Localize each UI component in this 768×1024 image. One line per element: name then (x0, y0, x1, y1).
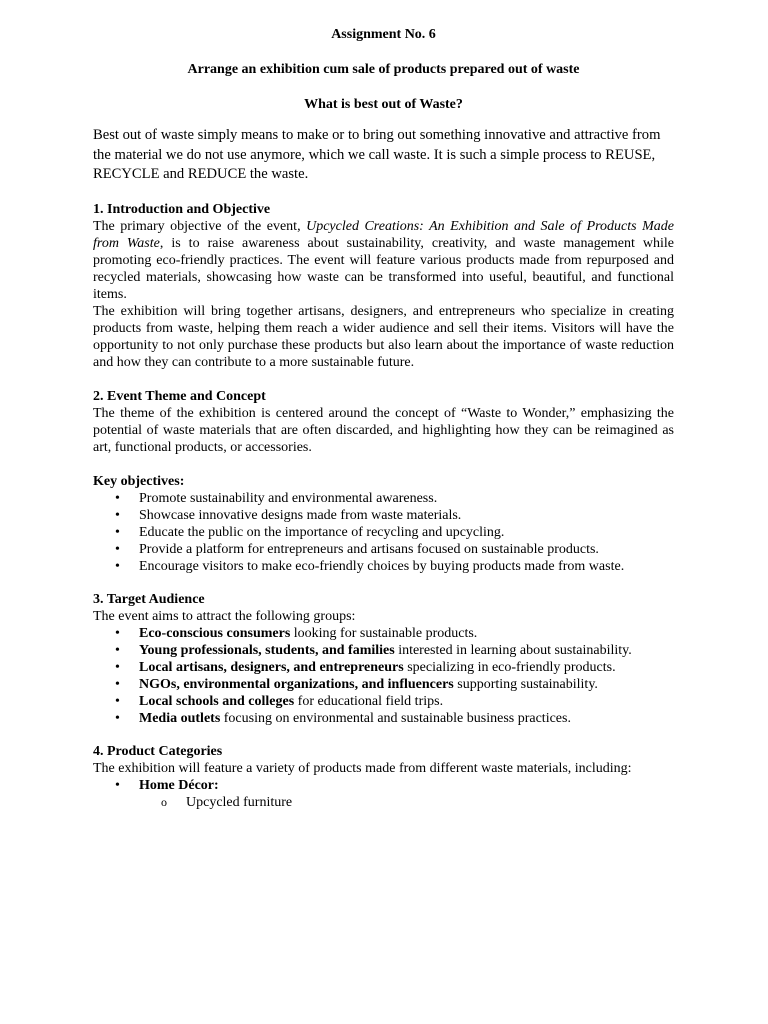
list-item: • Promote sustainability and environmental awareness. (115, 490, 438, 506)
list-item: • Young professionals, students, and families interested in learning about sustainability. (115, 642, 632, 658)
bullet-icon: • (115, 541, 120, 557)
list-item: • Media outlets focusing on environmental and sustainable business practices. (115, 710, 571, 726)
intro-paragraph: Best out of waste simply means to make or to bring out something innovative and attractive from the material we do not use anymore, which we call waste. It is such a simple process to REUSE, RECYCLE and REDUCE the waste. (93, 127, 661, 182)
assignment-subtitle: Arrange an exhibition cum sale of products prepared out of waste (187, 62, 580, 77)
section-4-heading: 4. Product Categories (93, 743, 223, 759)
objectives-list (93, 490, 674, 575)
bullet-icon: • (115, 777, 120, 793)
question-heading: What is best out of Waste? (304, 97, 463, 112)
bullet-icon: • (115, 676, 120, 692)
key-objectives-label: Key objectives: (93, 473, 185, 489)
bullet-icon: • (115, 507, 120, 523)
bullet-icon: • (115, 659, 120, 675)
section-2-heading: 2. Event Theme and Concept (93, 388, 266, 404)
circle-bullet-icon: o (161, 794, 167, 809)
list-item: • Eco-conscious consumers looking for sustainable products. (115, 625, 478, 641)
section-1-heading: 1. Introduction and Objective (93, 201, 271, 217)
list-item: • Local schools and colleges for educational field trips. (115, 693, 444, 709)
list-item: • Local artisans, designers, and entrepreneurs specializing in eco-friendly products. (115, 659, 616, 675)
bullet-icon: • (115, 558, 120, 574)
section-3-heading: 3. Target Audience (93, 591, 205, 607)
list-item: • NGOs, environmental organizations, and influencers supporting sustainability. (115, 676, 598, 692)
list-item: • Educate the public on the importance of recycling and upcycling. (115, 524, 505, 540)
list-item: • Showcase innovative designs made from waste materials. (115, 507, 462, 523)
bullet-icon: • (115, 524, 120, 540)
list-item: • Encourage visitors to make eco-friendly choices by buying products made from waste. (115, 558, 625, 574)
sub-item-list (93, 794, 674, 811)
section-1-paragraph-1: The primary objective of the event, Upcycled Creations: An Exhibition and Sale of Products Made from Waste, is to raise awareness about sustainability, creativity, and waste management while promoting eco-friendly practices. The event will feature various products made from repurposed and recycled materials, showcasing how waste can be transformed into useful, beautiful, and functional items. (93, 218, 674, 302)
section-3-paragraph: The event aims to attract the following groups: (93, 608, 356, 624)
bullet-icon: • (115, 693, 120, 709)
document-page (93, 22, 674, 811)
list-item: o Upcycled furniture (161, 794, 293, 810)
list-item: • Home Décor: (115, 777, 219, 793)
section-4-paragraph: The exhibition will feature a variety of products made from different waste materials, including: (93, 760, 632, 776)
category-list (93, 777, 674, 794)
bullet-icon: • (115, 710, 120, 726)
event-name: Upcycled Creations: An Exhibition and Sale of Products Made from Waste (93, 218, 674, 251)
section-1-paragraph-2: The exhibition will bring together artisans, designers, and entrepreneurs who specialize in creating products from waste, helping them reach a wider audience and sell their items. Visitors will have the opportunity to not only purchase these products but also learn about the importance of waste reduction and how they can contribute to a more sustainable future. (93, 303, 674, 370)
assignment-title: Assignment No. 6 (331, 27, 436, 42)
list-item: • Provide a platform for entrepreneurs and artisans focused on sustainable products. (115, 541, 599, 557)
bullet-icon: • (115, 625, 120, 641)
bullet-icon: • (115, 642, 120, 658)
section-2-paragraph: The theme of the exhibition is centered around the concept of “Waste to Wonder,” emphasizing the potential of waste materials that are often discarded, and highlighting how they can be reimagined as art, functional products, or accessories. (93, 405, 674, 455)
audience-list (93, 625, 674, 727)
bullet-icon: • (115, 490, 120, 506)
